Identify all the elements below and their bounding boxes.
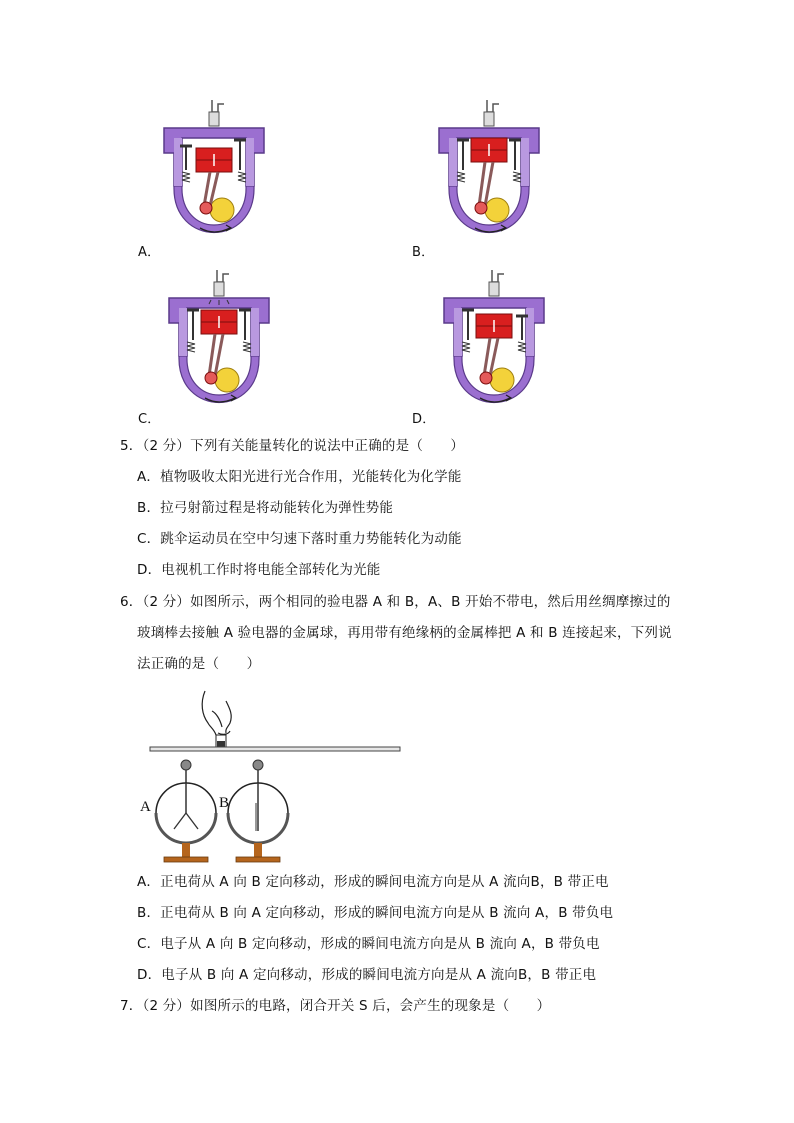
question-5-option-c: C．跳伞运动员在空中匀速下落时重力势能转化为动能 (137, 531, 462, 547)
question-5-stem: 5．（2 分）下列有关能量转化的说法中正确的是（ ） (120, 438, 465, 454)
engine-diagram-c (165, 268, 275, 423)
question-6-stem-line-2: 玻璃棒去接触 A 验电器的金属球，再用带有绝缘柄的金属棒把 A 和 B 连接起来，下列说 (137, 625, 672, 641)
metal-rod (150, 747, 400, 751)
option-label-d: D． (412, 412, 436, 427)
question-6-stem-line-3: 法正确的是（ ） (137, 656, 261, 672)
question-5-option-a: A．植物吸收太阳光进行光合作用，光能转化为化学能 (137, 469, 462, 485)
electroscope-figure (130, 683, 450, 865)
question-6-option-b: B．正电荷从 B 向 A 定向移动，形成的瞬间电流方向是从 B 流向 A，B 带负电 (137, 905, 614, 921)
engine-diagram-a (160, 98, 270, 253)
question-5-option-b: B．拉弓射箭过程是将动能转化为弹性势能 (137, 500, 394, 516)
option-label-b: B． (412, 245, 435, 260)
electroscope-b (228, 760, 288, 862)
question-6-option-a: A．正电荷从 A 向 B 定向移动，形成的瞬间电流方向是从 A 流向B，B 带正电 (137, 874, 609, 890)
question-6-stem-line-1: 6．（2 分）如图所示，两个相同的验电器 A 和 B，A、B 开始不带电，然后用丝绸摩擦过的 (120, 594, 671, 610)
question-6-option-d: D．电子从 B 向 A 定向移动，形成的瞬间电流方向是从 A 流向B，B 带正电 (137, 967, 597, 983)
engine-diagram-b (435, 98, 545, 253)
question-5-option-d: D．电视机工作时将电能全部转化为光能 (137, 562, 381, 578)
electroscope-label-a: A (140, 799, 151, 815)
hand-drawing (202, 691, 231, 735)
electroscope-a (156, 760, 216, 862)
engine-diagram-d (440, 268, 550, 423)
option-label-c: C． (138, 412, 161, 427)
electroscope-label-b: B (219, 795, 230, 811)
question-6-option-c: C．电子从 A 向 B 定向移动，形成的瞬间电流方向是从 B 流向 A，B 带负电 (137, 936, 600, 952)
option-label-a: A． (138, 245, 161, 260)
question-7-stem: 7．（2 分）如图所示的电路，闭合开关 S 后，会产生的现象是（ ） (120, 998, 551, 1014)
